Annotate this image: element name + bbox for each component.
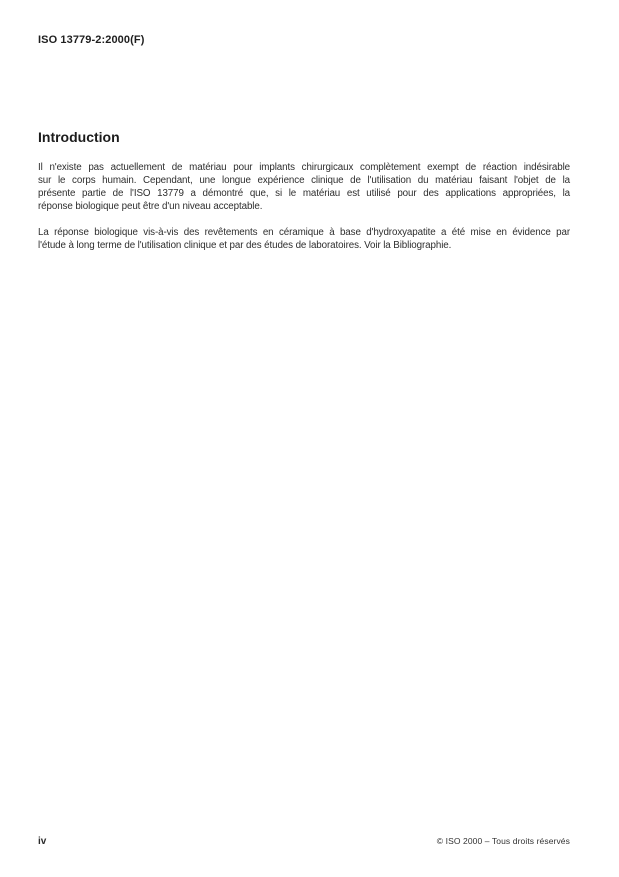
page-number: iv <box>38 836 47 847</box>
page-footer <box>38 836 570 847</box>
intro-paragraph-2 <box>38 226 570 252</box>
document-reference: ISO 13779-2:2000(F) <box>38 34 145 46</box>
text-line: réponse biologique peut être d'un niveau acceptable. <box>38 201 263 212</box>
text-line: sur le corps humain. Cependant, une longue expérience clinique de l'utilisation du matériau faisant l'objet de la <box>38 175 570 186</box>
text-line: Il n'existe pas actuellement de matériau pour implants chirurgicaux complètement exempt de réaction indésirable <box>38 162 570 173</box>
intro-paragraph-1 <box>38 161 570 213</box>
text-line: La réponse biologique vis-à-vis des revêtements en céramique à base d'hydroxyapatite a été mise en évidence par <box>38 227 570 238</box>
text-line: l'étude à long terme de l'utilisation clinique et par des études de laboratoires. Voir la Bibliographie. <box>38 240 452 251</box>
page-title: Introduction <box>38 129 120 145</box>
text-line: présente partie de l'ISO 13779 a démontré que, si le matériau est utilisé pour des applications appropriées, la <box>38 188 570 199</box>
copyright-notice: © ISO 2000 – Tous droits réservés <box>436 836 570 846</box>
